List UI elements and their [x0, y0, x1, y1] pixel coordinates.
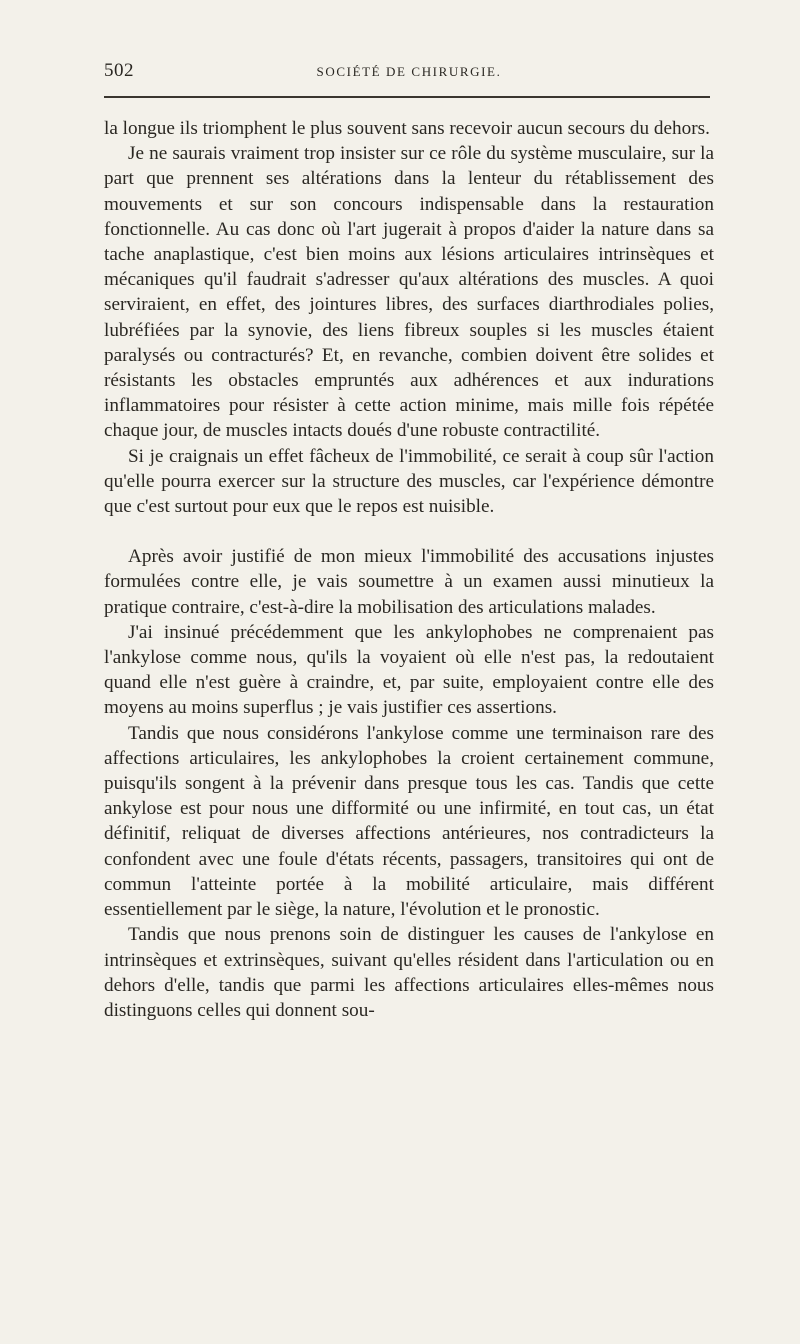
page-header: [104, 60, 714, 88]
paragraph-3: Si je craignais un effet fâcheux de l'immobilité, ce serait à coup sûr l'action qu'elle pourra exercer sur la structure des muscles, car l'expérience démontre que c'est surtout pour eux que le repos est nuisible.: [104, 445, 714, 518]
paragraph-1: la longue ils triomphent le plus souvent sans recevoir aucun secours du dehors.: [104, 118, 710, 139]
running-head: SOCIÉTÉ DE CHIRURGIE.: [316, 64, 502, 79]
paragraph-2: Je ne saurais vraiment trop insister sur ce rôle du système musculaire, sur la part que prennent ses altérations dans la lenteur du rétablissement des mouvements et sur son concours indispensable dans la restauration fonctionnelle. Au cas donc où l'art jugerait à propos d'aider la nature dans sa tache anaplastique, c'est bien moins aux lésions articulaires intrinsèques et mécaniques qu'il faudrait s'adresser qu'aux altérations des muscles. A quoi serviraient, en effet, des jointures libres, des surfaces diarthrodiales polies, lubréfiées par la synovie, des liens fibreux souples si les muscles étaient paralysés ou contracturés? Et, en revanche, combien doivent être solides et résistants les obstacles empruntés aux adhérences et aux indurations inflammatoires pour résister à cette action minime, mais mille fois répétée chaque jour, de muscles intacts doués d'une robuste contractilité.: [104, 143, 714, 442]
body-text: [104, 116, 714, 1023]
page-number: 502: [104, 60, 134, 81]
header-rule: [104, 96, 710, 98]
paragraph-4: Après avoir justifié de mon mieux l'immobilité des accusations injustes formulées contre elle, je vais soumettre à un examen aussi minutieux la pratique contraire, c'est-à-dire la mobilisation des articulations malades.: [104, 546, 714, 618]
paragraph-5: J'ai insinué précédemment que les ankylophobes ne comprenaient pas l'ankylose comme nous, qu'ils la voyaient où elle n'est pas, la redoutaient quand elle n'est guère à craindre, et, par suite, employaient contre elle des moyens au moins superflus ; je vais justifier ces assertions.: [104, 621, 714, 719]
paragraph-6: Tandis que nous considérons l'ankylose comme une terminaison rare des affections articulaires, les ankylophobes la croient certainement commune, puisqu'ils songent à la prévenir dans presque tous les cas. Tandis que cette ankylose est pour nous une difformité ou une infirmité, en tout cas, un état définitif, reliquat de diverses affections antérieures, nos contradicteurs la confondent avec une foule d'états récents, passagers, transitoires qui ont de commun l'atteinte portée à la mobilité articulaire, mais différent essentiellement par le siège, la nature, l'évolution et le pronostic.: [104, 722, 714, 921]
paragraph-7: Tandis que nous prenons soin de distinguer les causes de l'ankylose en intrinsèques et extrinsèques, suivant qu'elles résident dans l'articulation ou en dehors d'elle, tandis que parmi les affections articulaires elles-mêmes nous distinguons celles qui donnent sou-: [104, 924, 714, 1021]
